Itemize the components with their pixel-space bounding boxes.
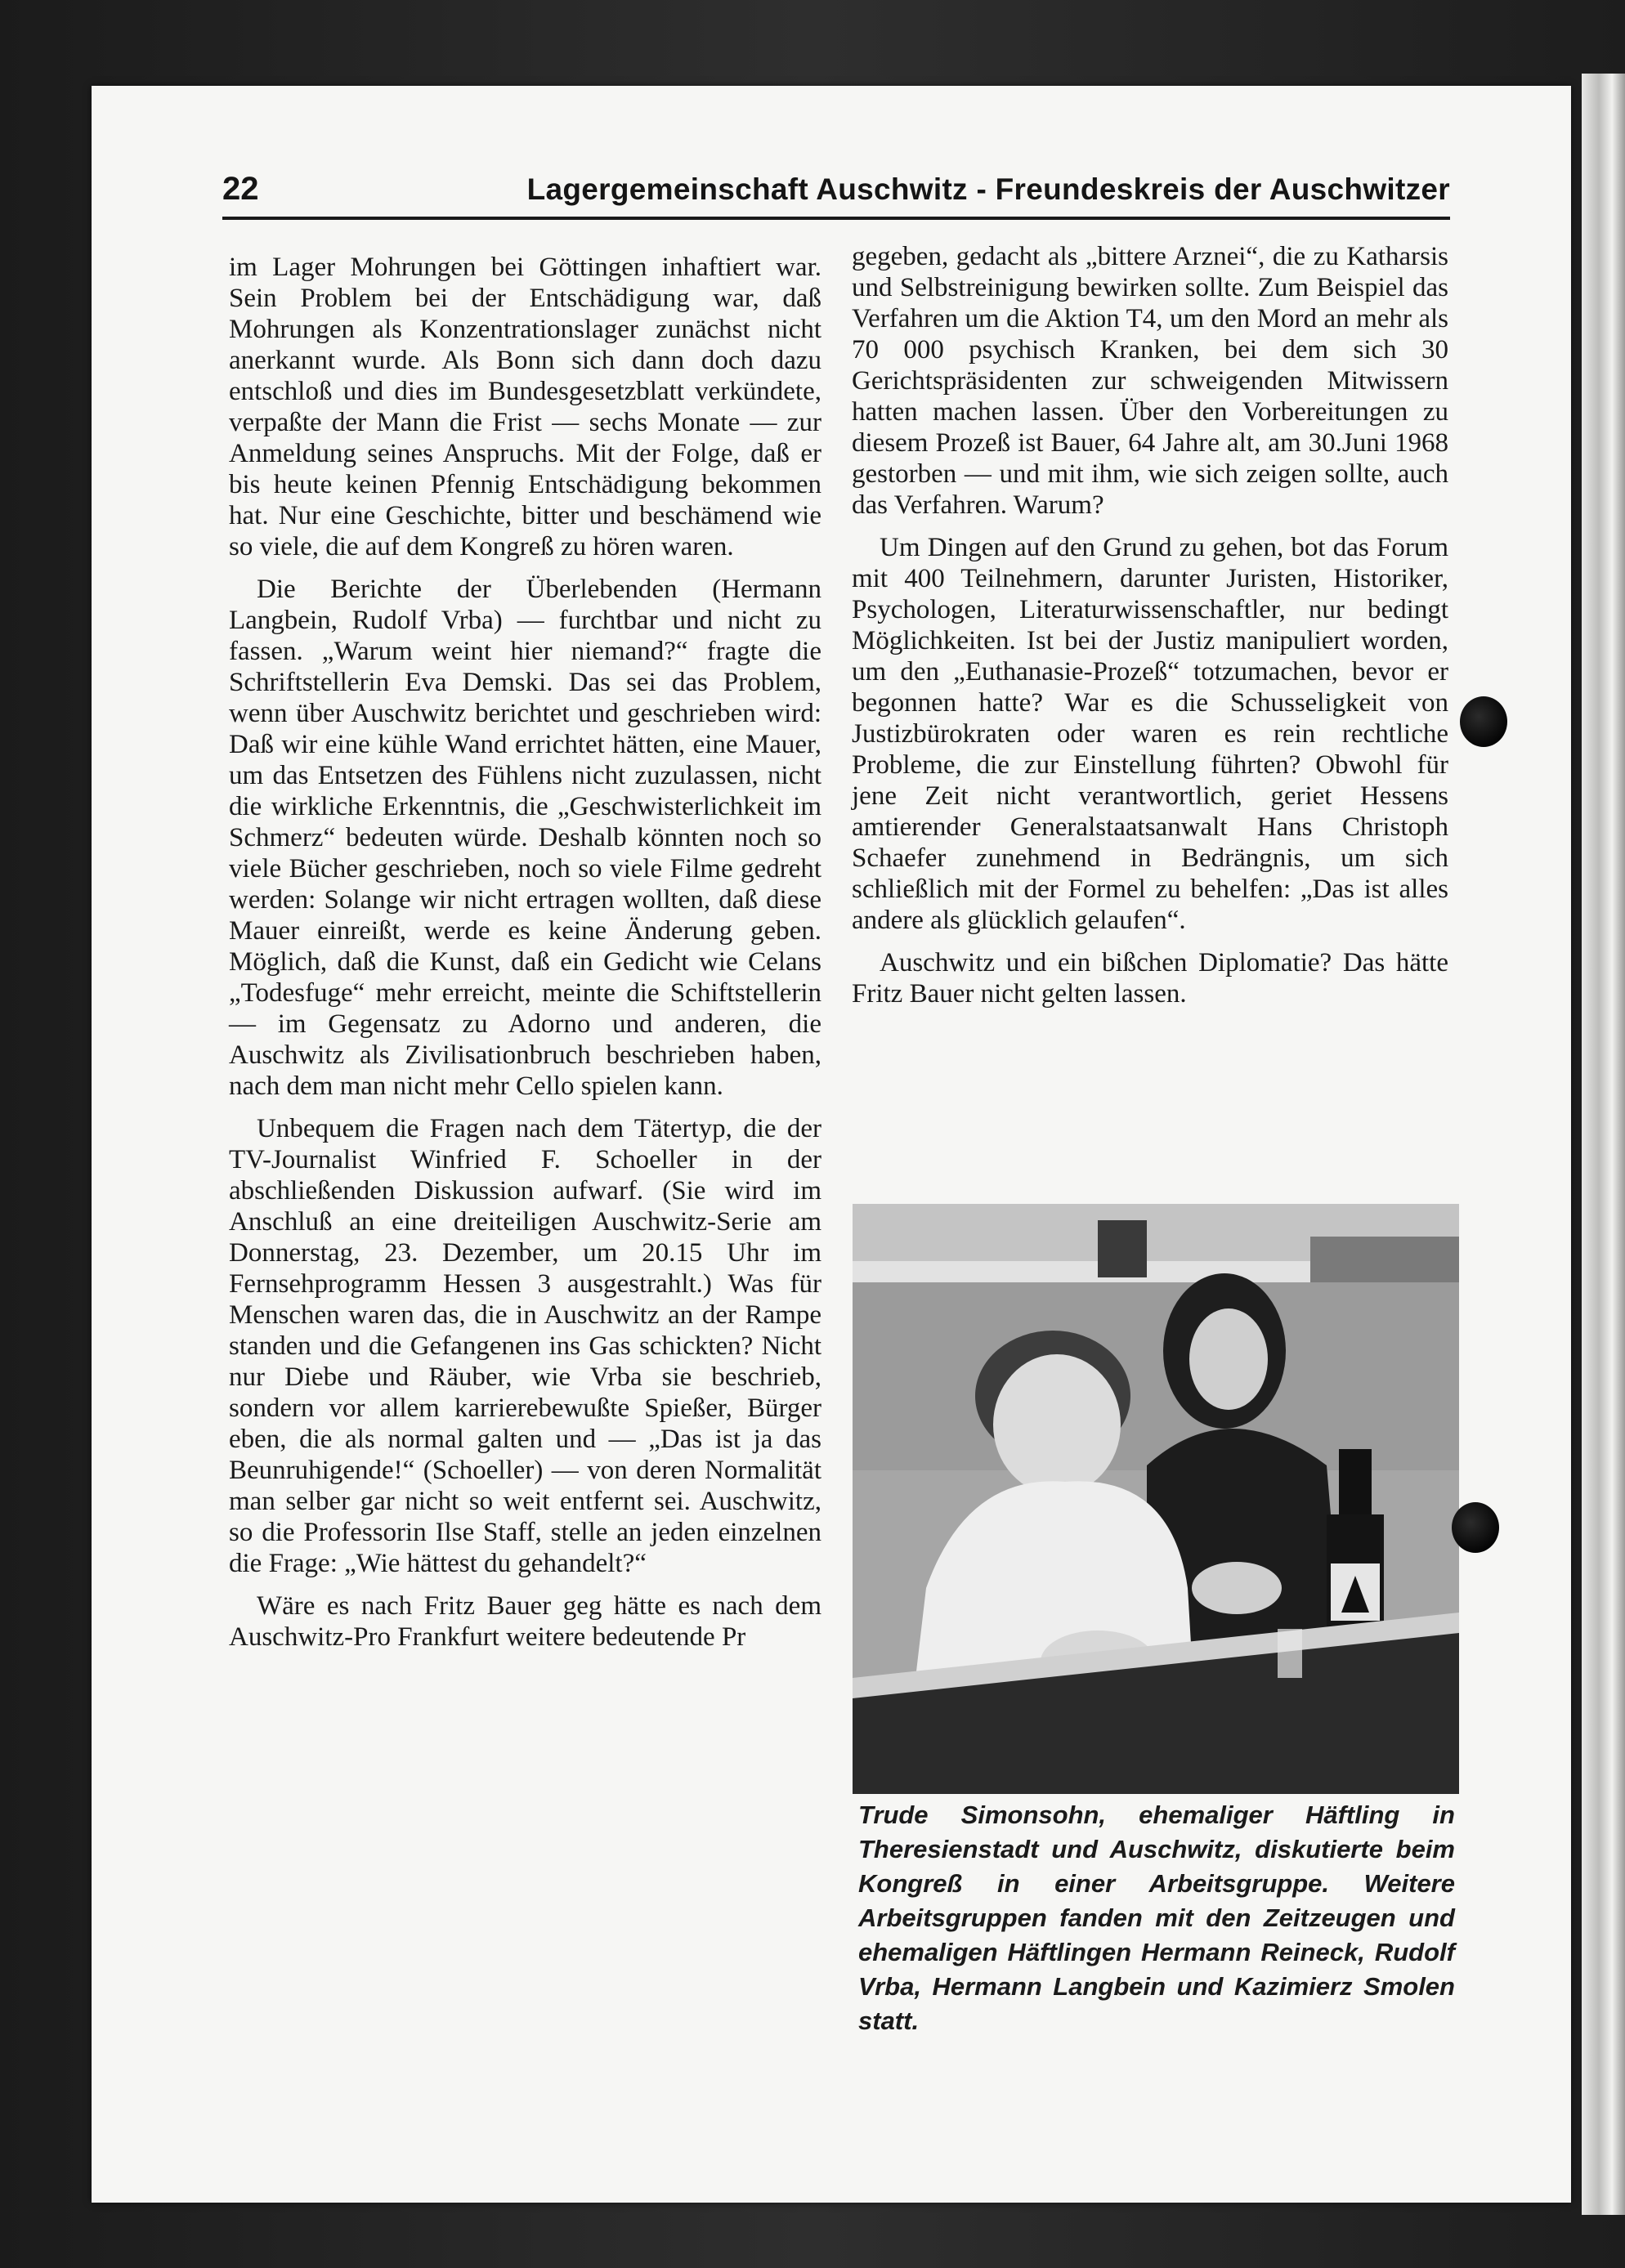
article-paragraph: gegeben, gedacht als „bittere Arznei“, die zu Katharsis und Selbstreinigung bewirken sollte. Zum Beispiel das Verfahren um die Aktion T4, um den Mord an mehr als 70 000 psychisch Kranken, bei dem sich 30 Gerichtspräsidenten zur schweigenden Mitwissern hatten machen lassen. Über den Vorbereitungen zu diesem Prozeß ist Bauer, 64 Jahre alt, am 30.Juni 1968 gestorben — und mit ihm, wie sich zeigen sollte, auch das Verfahren. Warum?	[852, 242, 1448, 520]
article-paragraph: Auschwitz und ein bißchen Diplomatie? Das hätte Fritz Bauer nicht gelten lassen.	[852, 948, 1448, 1009]
congress-photo	[853, 1204, 1459, 1794]
article-paragraph: Die Berichte der Überlebenden (Hermann Langbein, Rudolf Vrba) — furchtbar und nicht zu fassen. „Warum weint hier niemand?“ fragte die Schriftstellerin Eva Demski. Das sei das Problem, wenn über Auschwitz berichtet und geschrieben wird: Daß wir eine kühle Wand errichtet hätten, eine Mauer, um das Entsetzen des Fühlens nicht zuzulassen, nicht die wirkliche Erkenntnis, die „Geschwisterlichkeit im Schmerz“ bedeuten würde. Deshalb könnten noch so viele Bücher geschrieben, noch so viele Filme gedreht werden: Solange wir nicht ertragen wollten, daß diese Mauer einreißt, werde es keine Änderung geben. Möglich, daß die Kunst, daß ein Gedicht wie Celans „Todesfuge“ mehr erreicht, meinte die Schiftstellerin — im Gegensatz zu Adorno und anderen, die Auschwitz als Zivilisationbruch beschrieben haben, nach dem man nicht mehr Cello spielen kann.	[229, 575, 821, 1101]
punch-hole	[1460, 696, 1507, 747]
right-column	[852, 241, 1448, 1021]
next-page-edge	[1582, 74, 1625, 2215]
header-rule	[222, 217, 1450, 220]
page-number: 22	[222, 171, 259, 207]
publication-title: Lagergemeinschaft Auschwitz - Freundeskreis der Auschwitzer	[526, 172, 1450, 206]
page-header	[222, 168, 1450, 217]
article-paragraph-truncated: Wäre es nach Fritz Bauer geg hätte es nach dem Auschwitz-Pro Frankfurt weitere bedeutende Pr	[229, 1591, 821, 1652]
article-paragraph: im Lager Mohrungen bei Göttingen inhaftiert war. Sein Problem bei der Entschädigung war, daß Mohrungen als Konzentrationslager zunächst nicht anerkannt wurde. Als Bonn sich dann doch dazu entschloß und dies im Bundesgesetzblatt verkündete, verpaßte der Mann die Frist — sechs Monate — zur Anmeldung seines Anspruchs. Mit der Folge, daß er bis heute keinen Pfennig Entschädigung bekommen hat. Nur eine Geschichte, bitter und beschämend wie so viele, die auf dem Kongreß zu hören waren.	[229, 253, 821, 561]
punch-hole	[1452, 1502, 1499, 1553]
article-paragraph: Unbequem die Fragen nach dem Tätertyp, die der TV-Journalist Winfried F. Schoeller in der abschließenden Diskussion aufwarf. (Sie wird im Anschluß an eine dreiteiligen Auschwitz-Serie am Donnerstag, 23. Dezember, um 20.15 Uhr im Fernsehprogramm Hessen 3 ausgestrahlt.) Was für Menschen waren das, die in Auschwitz an der Rampe standen und die Gefangenen ins Gas schickten? Nicht nur Diebe und Räuber, wie Vrba sie beschrieb, sondern vor allem karrierebewußte Spießer, Bürger eben, die als normal galten und — „Das ist ja das Beunruhigende!“ (Schoeller) — von deren Normalität man selber gar nicht so weit entfernt sei. Auschwitz, so die Professorin Ilse Staff, stelle an jeden einzelnen die Frage: „Wie hättest du gehandelt?“	[229, 1114, 821, 1578]
photo-illustration	[853, 1204, 1459, 1794]
article-paragraph: Um Dingen auf den Grund zu gehen, bot das Forum mit 400 Teilnehmern, darunter Juristen, Historiker, Psychologen, Literaturwissenschaftler, nur bedingt Möglichkeiten. Ist bei der Justiz manipuliert worden, um den „Euthanasie-Prozeß“ totzumachen, bevor er begonnen hatte? War es die Schusseligkeit von Justizbürokraten oder waren es rein rechtliche Probleme, die zur Einstellung führten? Obwohl für jene Zeit nicht verantwortlich, geriet Hessens amtierender Generalstaatsanwalt Hans Christoph Schaefer zunehmend in Bedrängnis, um sich schließlich mit der Formel zu behelfen: „Das ist alles andere als glücklich gelaufen“.	[852, 533, 1448, 935]
left-column	[229, 252, 821, 1664]
photo-caption: Trude Simonsohn, ehemaliger Häftling in Theresienstadt und Auschwitz, diskutierte beim Kongreß in einer Arbeitsgruppe. Weitere Arbeitsgruppen fanden mit den Zeitzeugen und ehemaligen Häftlingen Hermann Reineck, Rudolf Vrba, Hermann Langbein und Kazimierz Smolen statt.	[858, 1801, 1455, 2035]
